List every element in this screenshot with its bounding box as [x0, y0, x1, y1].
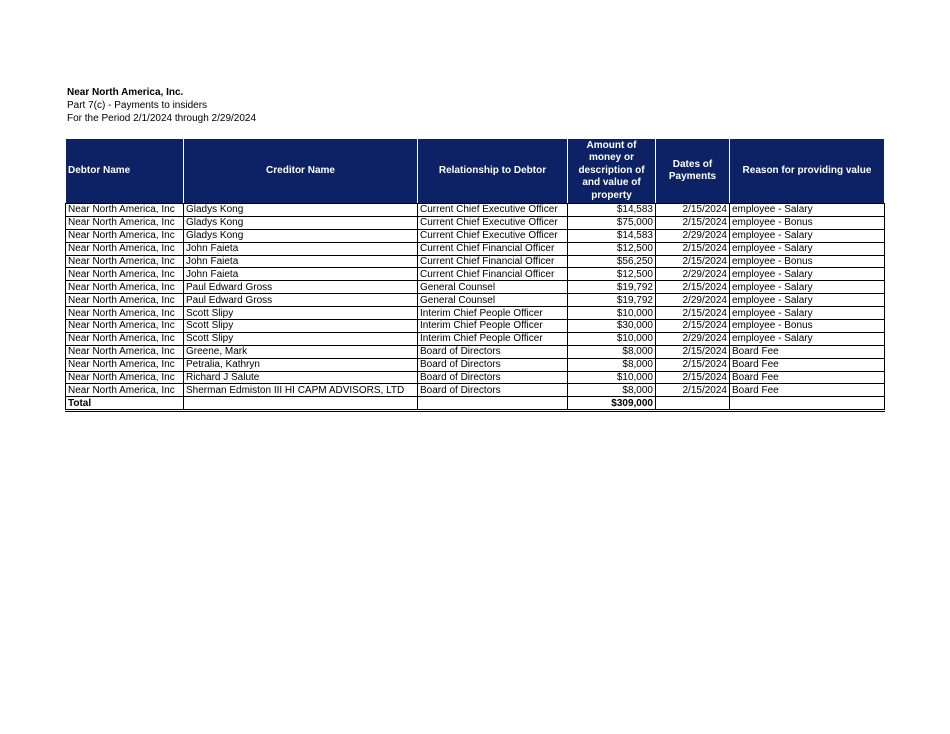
relationship-cell: Board of Directors [418, 358, 568, 371]
relationship-cell: Interim Chief People Officer [418, 307, 568, 320]
creditor-cell: Gladys Kong [184, 216, 418, 229]
reason-cell: employee - Bonus [730, 320, 885, 333]
total-label: Total [66, 397, 184, 411]
creditor-cell: Greene, Mark [184, 345, 418, 358]
relationship-cell: Current Chief Executive Officer [418, 204, 568, 217]
amount-cell: $8,000 [568, 384, 656, 397]
creditor-cell: John Faieta [184, 268, 418, 281]
creditor-cell: Paul Edward Gross [184, 294, 418, 307]
payment-date-cell: 2/29/2024 [656, 332, 730, 345]
creditor-cell: Petralia, Kathryn [184, 358, 418, 371]
relationship-cell: General Counsel [418, 294, 568, 307]
relationship-cell: Current Chief Financial Officer [418, 255, 568, 268]
creditor-cell: Sherman Edmiston III HI CAPM ADVISORS, LTD [184, 384, 418, 397]
total-amount: $309,000 [568, 397, 656, 411]
payment-date-cell: 2/29/2024 [656, 294, 730, 307]
debtor-cell: Near North America, Inc [66, 371, 184, 384]
amount-cell: $19,792 [568, 281, 656, 294]
debtor-cell: Near North America, Inc [66, 345, 184, 358]
reason-cell: Board Fee [730, 371, 885, 384]
reason-cell: Board Fee [730, 358, 885, 371]
reason-cell: Board Fee [730, 384, 885, 397]
table-row [66, 332, 885, 345]
reason-cell: employee - Salary [730, 332, 885, 345]
creditor-cell: John Faieta [184, 255, 418, 268]
reason-cell: employee - Salary [730, 294, 885, 307]
total-row [66, 397, 885, 411]
debtor-cell: Near North America, Inc [66, 384, 184, 397]
table-row [66, 242, 885, 255]
payment-date-cell: 2/15/2024 [656, 307, 730, 320]
payment-date-cell: 2/15/2024 [656, 320, 730, 333]
payment-date-cell: 2/29/2024 [656, 268, 730, 281]
col-header-dates: Dates of Payments [656, 139, 730, 204]
relationship-cell: Current Chief Financial Officer [418, 242, 568, 255]
amount-cell: $14,583 [568, 204, 656, 217]
debtor-cell: Near North America, Inc [66, 307, 184, 320]
total-empty-cell [418, 397, 568, 411]
total-empty-cell [656, 397, 730, 411]
relationship-cell: Board of Directors [418, 384, 568, 397]
amount-cell: $14,583 [568, 229, 656, 242]
payment-date-cell: 2/15/2024 [656, 255, 730, 268]
relationship-cell: Current Chief Executive Officer [418, 229, 568, 242]
amount-cell: $8,000 [568, 358, 656, 371]
col-header-debtor: Debtor Name [66, 139, 184, 204]
debtor-cell: Near North America, Inc [66, 332, 184, 345]
table-row [66, 294, 885, 307]
debtor-cell: Near North America, Inc [66, 358, 184, 371]
table-row [66, 307, 885, 320]
payment-date-cell: 2/15/2024 [656, 204, 730, 217]
amount-cell: $30,000 [568, 320, 656, 333]
payments-table [65, 138, 885, 412]
table-row [66, 255, 885, 268]
col-header-reason: Reason for providing value [730, 139, 885, 204]
amount-cell: $8,000 [568, 345, 656, 358]
relationship-cell: Current Chief Financial Officer [418, 268, 568, 281]
table-row [66, 320, 885, 333]
relationship-cell: Current Chief Executive Officer [418, 216, 568, 229]
payment-date-cell: 2/15/2024 [656, 384, 730, 397]
debtor-cell: Near North America, Inc [66, 320, 184, 333]
col-header-amount: Amount of money or description of and value of property [568, 139, 656, 204]
relationship-cell: General Counsel [418, 281, 568, 294]
reason-cell: employee - Salary [730, 229, 885, 242]
amount-cell: $10,000 [568, 332, 656, 345]
reason-cell: employee - Bonus [730, 255, 885, 268]
company-name: Near North America, Inc. [67, 87, 184, 98]
report-heading [67, 86, 256, 125]
col-header-creditor: Creditor Name [184, 139, 418, 204]
relationship-cell: Interim Chief People Officer [418, 320, 568, 333]
debtor-cell: Near North America, Inc [66, 294, 184, 307]
payment-date-cell: 2/15/2024 [656, 358, 730, 371]
debtor-cell: Near North America, Inc [66, 229, 184, 242]
table-row [66, 371, 885, 384]
table-body [66, 204, 885, 411]
amount-cell: $12,500 [568, 242, 656, 255]
debtor-cell: Near North America, Inc [66, 255, 184, 268]
debtor-cell: Near North America, Inc [66, 268, 184, 281]
table-row [66, 229, 885, 242]
amount-cell: $19,792 [568, 294, 656, 307]
relationship-cell: Interim Chief People Officer [418, 332, 568, 345]
table-row [66, 204, 885, 217]
amount-cell: $56,250 [568, 255, 656, 268]
table-header-row [66, 139, 885, 204]
reason-cell: employee - Salary [730, 307, 885, 320]
total-empty-cell [730, 397, 885, 411]
table-row [66, 345, 885, 358]
debtor-cell: Near North America, Inc [66, 242, 184, 255]
reason-cell: employee - Salary [730, 204, 885, 217]
relationship-cell: Board of Directors [418, 371, 568, 384]
creditor-cell: Scott Slipy [184, 320, 418, 333]
table-row [66, 358, 885, 371]
relationship-cell: Board of Directors [418, 345, 568, 358]
table-row [66, 384, 885, 397]
report-period: For the Period 2/1/2024 through 2/29/2024 [67, 113, 257, 124]
reason-cell: employee - Salary [730, 281, 885, 294]
payment-date-cell: 2/29/2024 [656, 229, 730, 242]
reason-cell: employee - Bonus [730, 216, 885, 229]
table-row [66, 281, 885, 294]
creditor-cell: John Faieta [184, 242, 418, 255]
payment-date-cell: 2/15/2024 [656, 371, 730, 384]
payment-date-cell: 2/15/2024 [656, 345, 730, 358]
payment-date-cell: 2/15/2024 [656, 281, 730, 294]
reason-cell: employee - Salary [730, 268, 885, 281]
creditor-cell: Gladys Kong [184, 204, 418, 217]
col-header-relationship: Relationship to Debtor [418, 139, 568, 204]
amount-cell: $10,000 [568, 371, 656, 384]
creditor-cell: Scott Slipy [184, 332, 418, 345]
creditor-cell: Scott Slipy [184, 307, 418, 320]
payment-date-cell: 2/15/2024 [656, 242, 730, 255]
table-row [66, 268, 885, 281]
reason-cell: Board Fee [730, 345, 885, 358]
creditor-cell: Gladys Kong [184, 229, 418, 242]
debtor-cell: Near North America, Inc [66, 216, 184, 229]
amount-cell: $75,000 [568, 216, 656, 229]
debtor-cell: Near North America, Inc [66, 281, 184, 294]
reason-cell: employee - Salary [730, 242, 885, 255]
amount-cell: $12,500 [568, 268, 656, 281]
creditor-cell: Richard J Salute [184, 371, 418, 384]
creditor-cell: Paul Edward Gross [184, 281, 418, 294]
report-part: Part 7(c) - Payments to insiders [67, 100, 208, 111]
amount-cell: $10,000 [568, 307, 656, 320]
table-row [66, 216, 885, 229]
total-empty-cell [184, 397, 418, 411]
payment-date-cell: 2/15/2024 [656, 216, 730, 229]
debtor-cell: Near North America, Inc [66, 204, 184, 217]
